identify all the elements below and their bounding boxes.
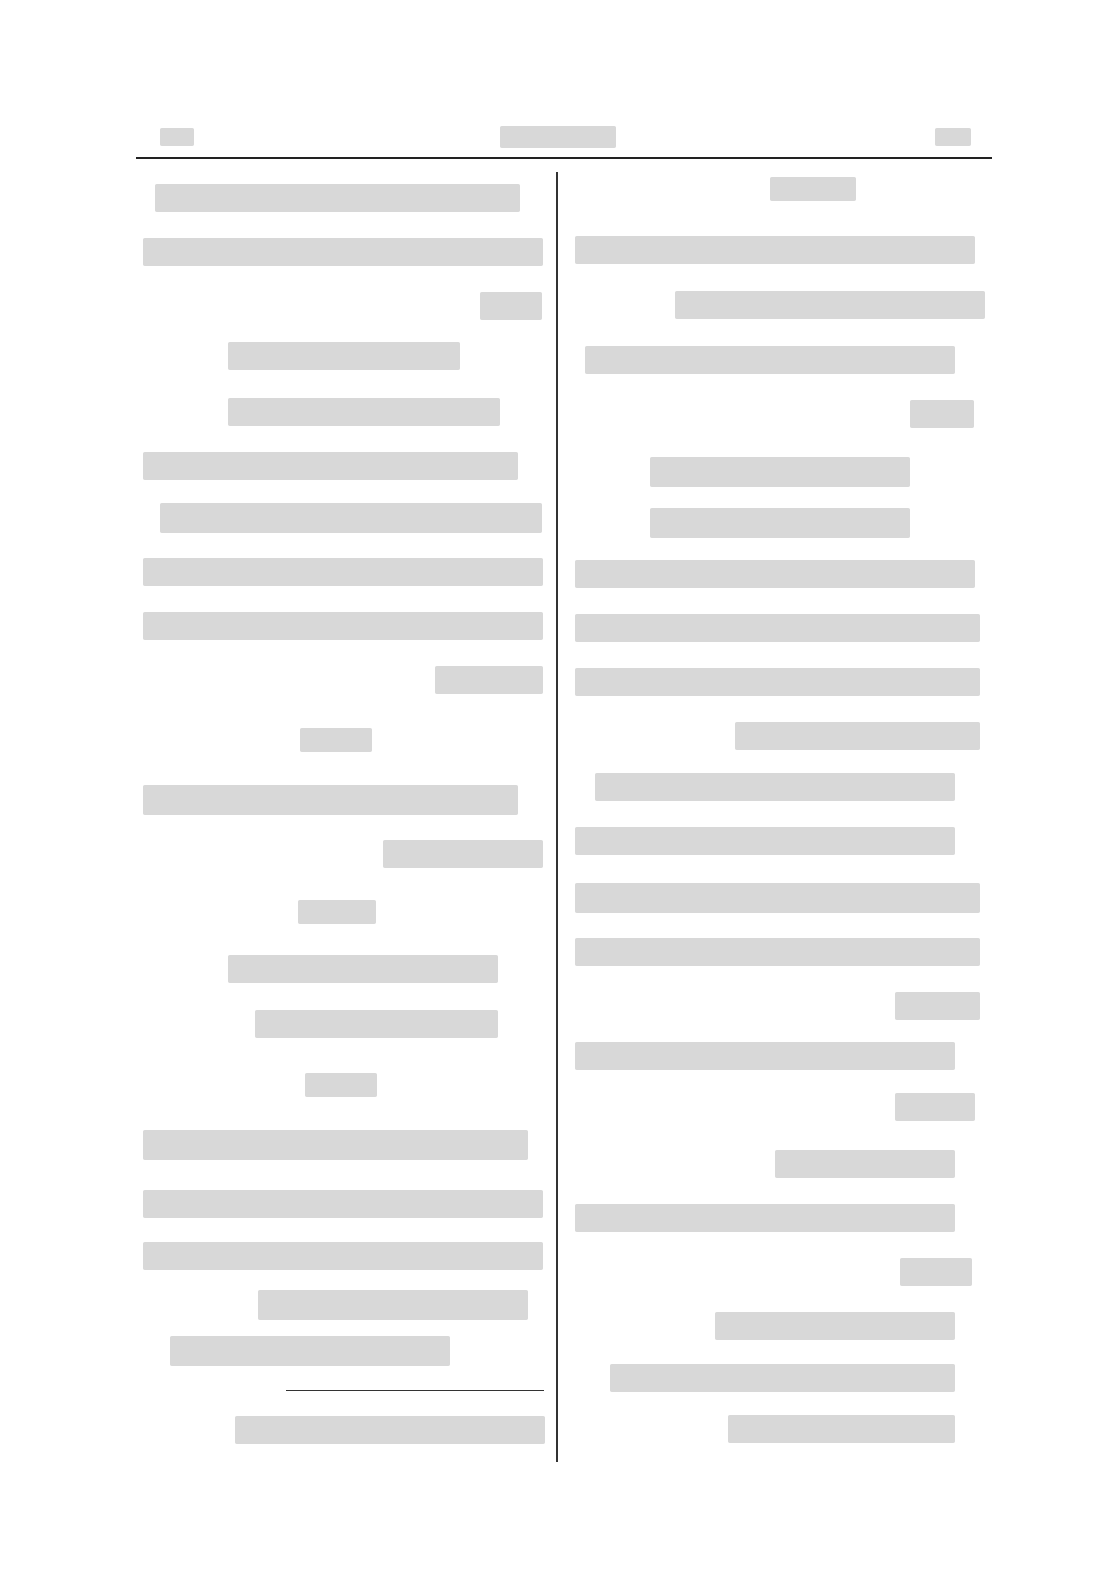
text-line — [575, 938, 980, 966]
column-divider — [556, 172, 558, 1462]
text-line — [575, 883, 980, 913]
text-line — [728, 1415, 955, 1443]
text-line — [143, 452, 518, 480]
text-line — [258, 1290, 528, 1320]
text-line — [143, 1130, 528, 1160]
footnote-rule — [286, 1390, 544, 1391]
text-line — [143, 1242, 543, 1270]
text-line — [480, 292, 542, 320]
text-line — [155, 184, 520, 212]
text-line — [735, 722, 980, 750]
text-line — [575, 1204, 955, 1232]
text-line — [895, 992, 980, 1020]
text-line — [143, 238, 543, 266]
text-line — [675, 291, 985, 319]
text-line — [160, 503, 542, 533]
text-line — [143, 558, 543, 586]
text-line — [575, 560, 975, 588]
text-line — [650, 508, 910, 538]
text-line — [715, 1312, 955, 1340]
text-line — [228, 342, 460, 370]
text-line — [575, 668, 980, 696]
header-right — [935, 128, 971, 146]
text-line — [435, 666, 543, 694]
header-left — [160, 128, 194, 146]
text-line — [255, 1010, 498, 1038]
text-line — [650, 457, 910, 487]
header-center — [500, 126, 616, 148]
text-line — [143, 612, 543, 640]
text-line — [143, 785, 518, 815]
text-line — [235, 1416, 545, 1444]
text-line — [595, 773, 955, 801]
text-line — [910, 400, 974, 428]
text-line — [610, 1364, 955, 1392]
text-line — [228, 398, 500, 426]
text-line — [170, 1336, 450, 1366]
text-line — [900, 1258, 972, 1286]
text-line — [575, 827, 955, 855]
text-line — [300, 728, 372, 752]
text-line — [575, 236, 975, 264]
text-line — [143, 1190, 543, 1218]
text-line — [383, 840, 543, 868]
text-line — [298, 900, 376, 924]
text-line — [895, 1093, 975, 1121]
header-rule — [136, 157, 992, 159]
text-line — [585, 346, 955, 374]
text-line — [575, 1042, 955, 1070]
text-line — [775, 1150, 955, 1178]
text-line — [575, 614, 980, 642]
text-line — [228, 955, 498, 983]
text-line — [770, 177, 856, 201]
text-line — [305, 1073, 377, 1097]
